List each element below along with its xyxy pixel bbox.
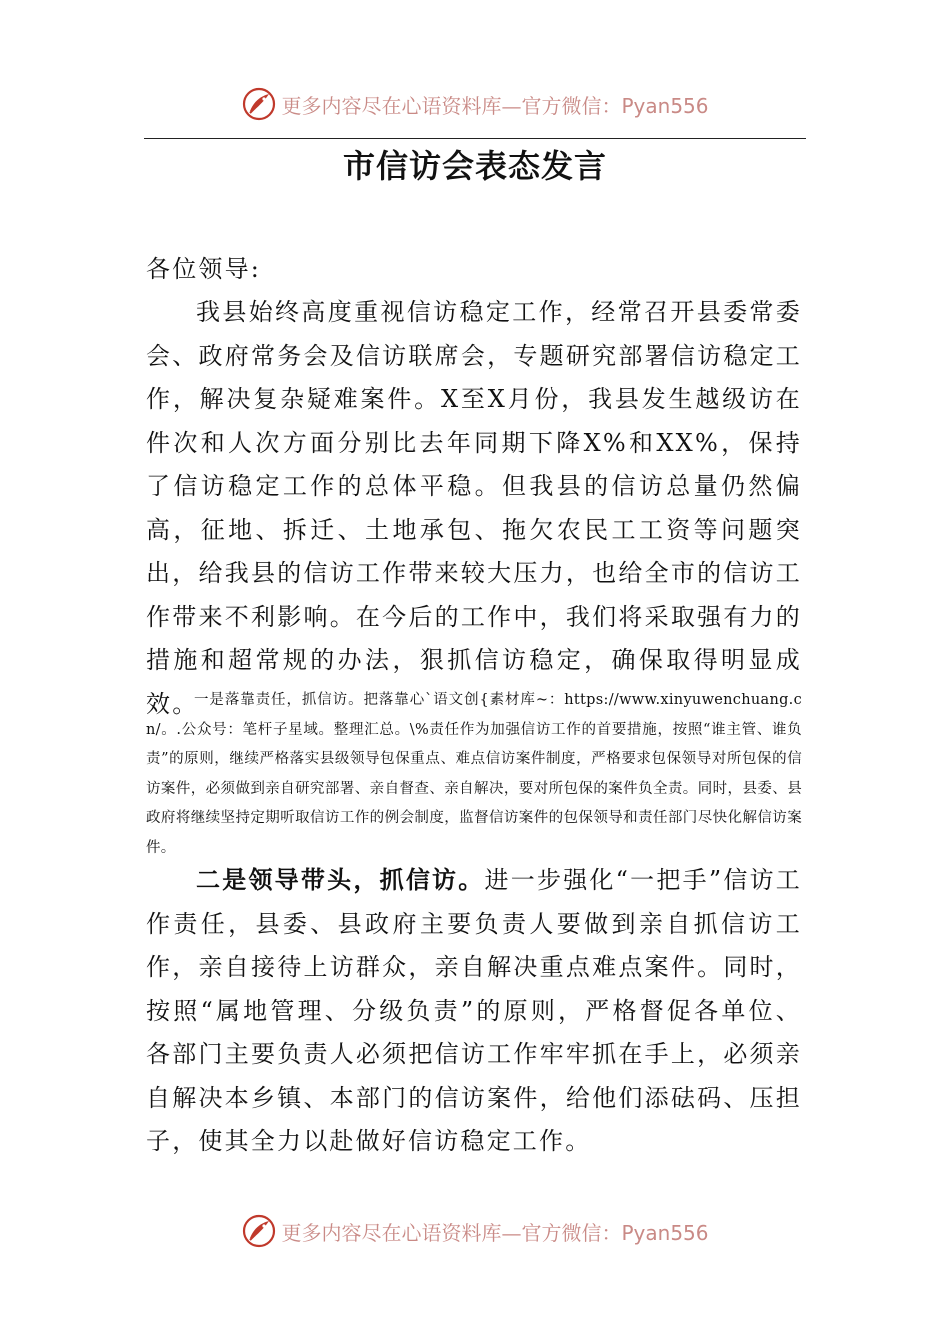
footer-banner bbox=[0, 1209, 950, 1253]
pen-logo-icon bbox=[241, 86, 277, 122]
header-banner bbox=[0, 82, 950, 126]
banner-text: 更多内容尽在心语资料库—官方微信：Pyan556 bbox=[281, 1220, 709, 1245]
greeting: 各位领导: bbox=[146, 255, 262, 283]
pen-logo-icon bbox=[241, 1213, 277, 1249]
paragraph-3 bbox=[146, 858, 802, 1164]
paragraph-2: 一是落靠责任，抓信访。把落靠心`语文创{素材库~：https://www.xinyuwenchuang.cn/。.公众号：笔杆子星域。整理汇总。\%责任作为加强信访工作的首要措施，按照“谁主管、谁负责”的原则，继续严格落实县级领导包保重点、难点信访案件制度，严格要求包保领导对所包保的信访案件，必须做到亲自研究部署、亲自督查、亲自解决，要对所包保的案件负全责。同时，县委、县政府将继续坚持定期听取信访工作的例会制度，监督信访案件的包保领导和责任部门尽快化解信访案件。 bbox=[146, 692, 802, 856]
paragraph-3-text: 进一步强化“一把手”信访工作责任，县委、县政府主要负责人要做到亲自抓信访工作，亲自接待上访群众，亲自解决重点难点案件。同时，按照“属地管理、分级负责”的原则，严格督促各单位、各部门主要负责人必须把信访工作牢牢抓在手上，必须亲自解决本乡镇、本部门的信访案件，给他们添砝码、压担子，使其全力以赴做好信访稳定工作。 bbox=[146, 866, 802, 1155]
wechat-id: Pyan556 bbox=[621, 1220, 709, 1245]
paragraph-1: 我县始终高度重视信访稳定工作，经常召开县委常委会、政府常务会及信访联席会，专题研究部署信访稳定工作，解决复杂疑难案件。X至X月份，我县发生越级访在件次和人次方面分别比去年同期下降X%和XX%，保持了信访稳定工作的总体平稳。但我县的信访总量仍然偏高，征地、拆迁、土地承包、拖欠农民工工资等问题突出，给我县的信访工作带来较大压力，也给全市的信访工作带来不利影响。在今后的工作中，我们将采取强有力的措施和超常规的办法，狠抓信访稳定，确保取得明显成效。 bbox=[146, 298, 802, 718]
page-title: 市信访会表态发言 bbox=[342, 147, 607, 185]
wechat-id: Pyan556 bbox=[621, 93, 709, 118]
header-rule bbox=[144, 138, 806, 139]
banner-text: 更多内容尽在心语资料库—官方微信：Pyan556 bbox=[281, 93, 709, 118]
paragraph-3-lead: 二是领导带头，抓信访。 bbox=[196, 865, 485, 894]
